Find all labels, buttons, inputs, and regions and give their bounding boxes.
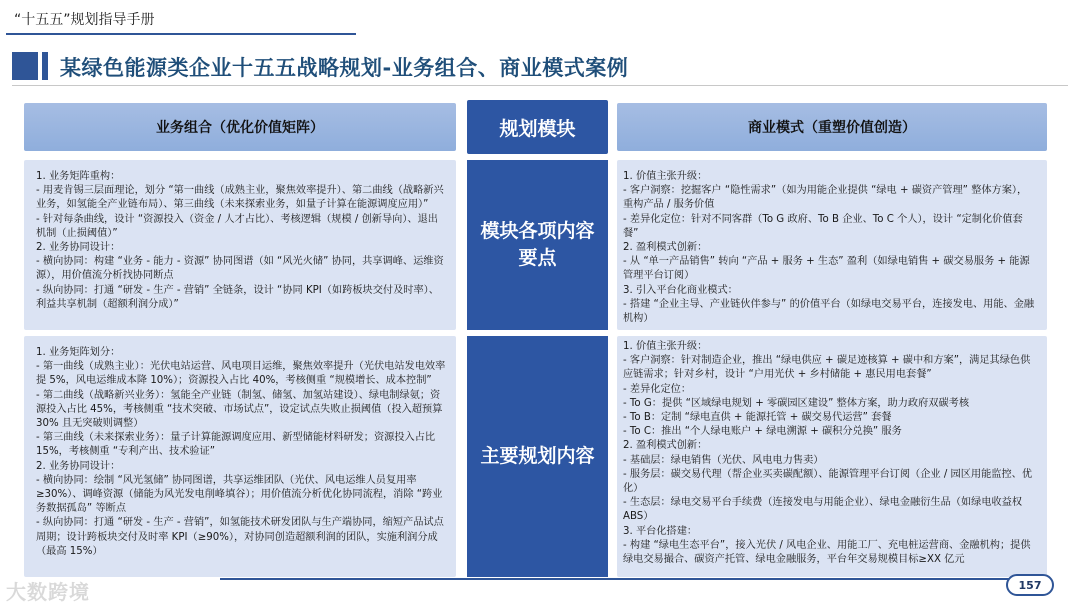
text-line: - To C：推出 “个人绿电账户 + 绿电溯源 + 碳积分兑换” 服务 <box>623 426 902 438</box>
module-key-points-label: 模块各项内容要点 <box>467 160 608 330</box>
text-line: - 差异化定位：针对不同客群（To G 政府、To B 企业、To C 个人），设计 “定制化价值套餐” <box>623 213 1023 239</box>
text-line: 2. 盈利模式创新： <box>623 440 708 452</box>
text-line: - 横向协同：绘制 “风光氢储” 协同图谱，共享运维团队（光伏、风电运维人员复用率≥30%）、调峰资源（储能为风光发电削峰填谷）；用价值流分析优化协同流程，消除 “跨业务数据孤岛” 等断点 <box>36 474 443 515</box>
text-line: - 客户洞察：针对制造企业，推出 “绿电供应 + 碳足迹核算 + 碳中和方案”，满足其绿色供应链需求；针对乡村，设计 “户用光伏 + 乡村储能 + 惠民用电套餐” <box>623 355 1031 381</box>
watermark: 大数跨境 <box>6 580 90 604</box>
header-divider <box>6 33 356 35</box>
page-title: 某绿色能源类企业十五五战略规划-业务组合、商业模式案例 <box>60 56 629 80</box>
text-line: - 第二曲线（战略新兴业务）：氢能全产业链（制氢、储氢、加氢站建设）、绿电制绿氨；资源投入占比 45%，考核侧重 “技术突破、市场试点”，设定试点失败止损阈值（投入超预算 30% 且无突破则调整） <box>36 389 443 430</box>
text-line: 2. 业务协同设计： <box>36 460 121 472</box>
text-line: - 差异化定位： <box>623 383 692 395</box>
title-bar-block <box>12 52 38 80</box>
right-column-header: 商业模式（重塑价值创造） <box>617 103 1047 151</box>
text-line: - 基础层：绿电销售（光伏、风电电力售卖） <box>623 454 824 466</box>
text-line: - 横向协同：构建 “业务 - 能力 - 资源” 协同图谱（如 “风光火储” 协同，共享调峰、运维资源），用价值流分析找协同断点 <box>36 256 444 282</box>
business-model-plan <box>617 336 1047 577</box>
title-bar-thin <box>42 52 48 80</box>
business-portfolio-plan-text <box>36 346 446 559</box>
text-line: - 搭建 “企业主导、产业链伙伴参与” 的价值平台（如绿电交易平台，连接发电、用能、金融机构） <box>623 298 1035 325</box>
module-main-plan-label: 主要规划内容 <box>467 336 608 577</box>
text-line: 1. 业务矩阵划分： <box>36 347 121 358</box>
text-line: - 用麦肯锡三层面理论，划分 “第一曲线（成熟主业，聚焦效率提升）、第二曲线（战略新兴业务，如氢能全产业链布局）、第三曲线（未来探索业务，如量子计算在能源调度应用）” <box>36 185 444 211</box>
business-model-key-points-text <box>623 170 1037 326</box>
text-line: 2. 盈利模式创新： <box>623 242 708 254</box>
title-divider <box>12 85 1068 86</box>
text-line: - 构建 “绿电生态平台”，接入光伏 / 风电企业、用能工厂、充电桩运营商、金融机构；提供绿电交易撮合、碳资产托管、绿电金融服务，平台年交易规模目标≥XX 亿元 <box>623 539 1031 566</box>
text-line: - 纵向协同：打通 “研发 - 生产 - 营销”，如氢能技术研发团队与生产端协同，缩短产品试点周期；设计跨板块交付及时率 KPI（≥90%），对协同创造超额利润的团队，实施利润分成（最高 15%） <box>36 517 444 557</box>
text-line: - 服务层：碳交易代理（帮企业买卖碳配额）、能源管理平台订阅（企业 / 园区用能监控、优化） <box>623 468 1033 495</box>
text-line: 3. 平台化搭建： <box>623 525 698 537</box>
text-line: - 第三曲线（未来探索业务）：量子计算能源调度应用、新型储能材料研发；资源投入占比 15%，考核侧重 “专利产出、技术验证” <box>36 432 436 458</box>
text-line: 3. 引入平台化商业模式： <box>623 284 738 296</box>
business-portfolio-key-points-text <box>36 170 446 312</box>
page-number: 157 <box>1006 574 1054 596</box>
guide-title: “十五五”规划指导手册 <box>14 12 155 28</box>
business-portfolio-plan <box>24 336 456 577</box>
text-line: - 生态层：绿电交易平台手续费（连接发电与用能企业）、绿电金融衍生品（如绿电收益权 ABS） <box>623 497 1023 523</box>
text-line: 1. 业务矩阵重构： <box>36 171 121 182</box>
business-model-plan-text <box>623 340 1037 567</box>
text-line: - 针对每条曲线，设计 “资源投入（资金 / 人才占比）、考核逻辑（规模 / 创新导向）、退出机制（止损阈值）” <box>36 213 438 239</box>
text-line: - 从 “单一产品销售” 转向 “产品 + 服务 + 生态” 盈利（如绿电销售 + 碳交易服务 + 能源管理平台订阅） <box>623 256 1030 282</box>
business-model-key-points <box>617 160 1047 330</box>
text-line: - 纵向协同：打通 “研发 - 生产 - 营销” 全链条，设计 “协同 KPI（如跨板块交付及时率）、利益共享机制（超额利润分成）” <box>36 284 439 310</box>
text-line: 1. 价值主张升级： <box>623 171 708 182</box>
business-portfolio-key-points <box>24 160 456 330</box>
left-column-header: 业务组合（优化价值矩阵） <box>24 103 456 151</box>
text-line: 2. 业务协同设计： <box>36 242 121 254</box>
text-line: - To B：定制 “绿电直供 + 能源托管 + 碳交易代运营” 套餐 <box>623 412 892 424</box>
footer-divider <box>220 578 1020 580</box>
text-line: - 第一曲线（成熟主业）：光伏电站运营、风电项目运维，聚焦效率提升（光伏电站发电效率提 5%，风电运维成本降 10%）；资源投入占比 40%，考核侧重 “规模增长、成本控制” <box>36 361 446 387</box>
middle-column-header: 规划模块 <box>467 100 608 154</box>
text-line: 1. 价值主张升级： <box>623 341 708 352</box>
text-line: - 客户洞察：挖掘客户 “隐性需求”（如为用能企业提供 “绿电 + 碳资产管理” 整体方案），重构产品 / 服务价值 <box>623 185 1028 211</box>
text-line: - To G：提供 “区域绿电规划 + 零碳园区建设” 整体方案，助力政府双碳考核 <box>623 397 970 409</box>
